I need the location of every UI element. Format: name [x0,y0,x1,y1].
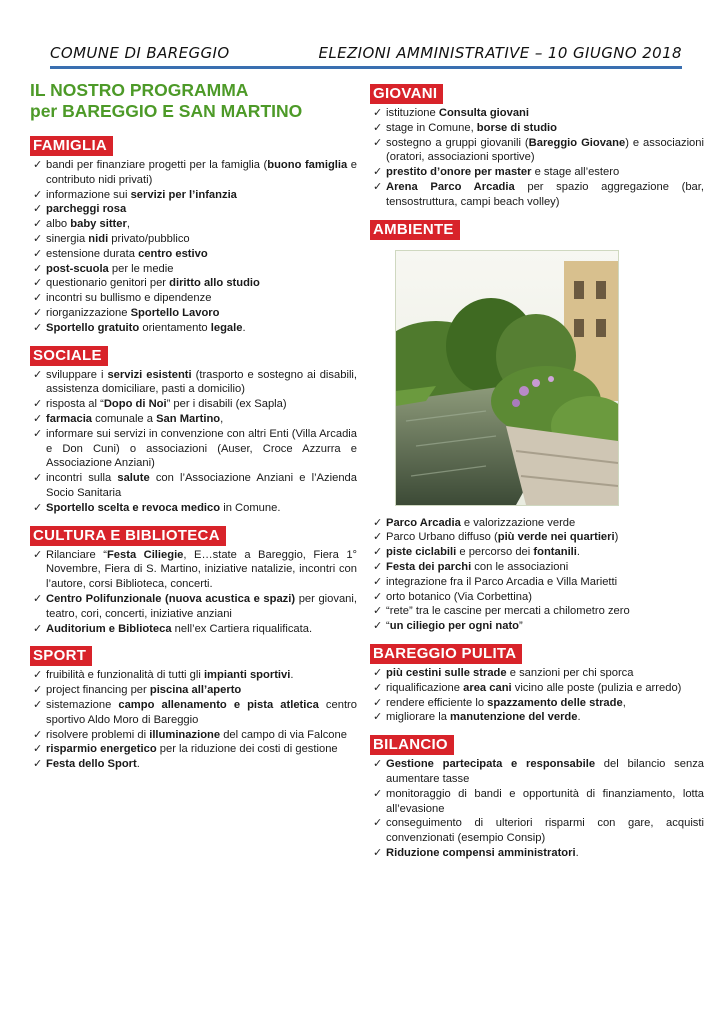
list-item [30,592,357,622]
item-text: stage in Comune, [386,121,477,134]
list-item [30,306,357,321]
list-item [30,728,357,743]
item-text: risolvere problemi di [46,728,150,741]
section-title-pulita: BAREGGIO PULITA [370,644,522,664]
page-header [50,42,682,70]
emphasis-text: prestito d’onore per master [386,166,532,179]
check-icon: ✓ [373,121,383,134]
item-text: riqualificazione [386,681,464,694]
check-icon: ✓ [33,669,43,682]
list-item [370,604,704,619]
item-text: . [242,321,246,334]
list-bilancio [370,757,704,861]
item-text: ” per i disabili (ex Sapla) [166,398,287,411]
item-text: risposta al “ [46,398,104,411]
item-text: questionario genitori per [46,277,170,290]
item-text: riorganizzazione [46,306,131,319]
list-item [30,742,357,757]
list-item [370,121,704,136]
item-text: comunale a [92,412,157,425]
item-text: informare sui servizi in convenzione con altri Enti (Villa Arcadia e Don Cuni) o associazioni (Auser, Croce Azzurra e Associazione Anziani) [46,427,357,470]
item-text: orto botanico (Via Corbettina) [386,590,532,603]
check-icon: ✓ [373,711,383,724]
item-text: per la riduzione dei costi di gestione [156,743,338,756]
list-item [30,397,357,412]
check-icon: ✓ [33,203,43,216]
list-item [370,619,704,634]
list-item [370,710,704,725]
check-icon: ✓ [33,743,43,756]
check-icon: ✓ [33,262,43,275]
section-title-sociale: SOCIALE [30,346,108,366]
item-text: e percorso dei [456,546,534,559]
emphasis-text: borse di studio [476,121,557,134]
section-cultura [30,522,357,637]
list-item [30,291,357,306]
item-text: monitoraggio di bandi e opportunità di finanziamento, lotta all’evasione [386,787,704,815]
header-municipality: COMUNE DI BAREGGIO [50,44,230,62]
check-icon: ✓ [373,180,383,193]
item-text: del bilancio senza aumentare tasse [386,758,705,785]
item-text: con le associazioni [471,560,569,573]
item-text: fruibilità e funzionalità di tutti gli [46,669,204,682]
emphasis-text: post-scuola [46,262,109,275]
emphasis-text: Auditorium e Biblioteca [46,622,172,635]
check-icon: ✓ [33,188,43,201]
emphasis-text: illuminazione [149,728,221,741]
item-text: project financing per [46,684,150,697]
check-icon: ✓ [373,817,383,830]
emphasis-text: buono famiglia [267,159,348,171]
item-text: . [577,711,581,724]
section-title-bilancio: BILANCIO [370,735,454,755]
list-item [30,668,357,683]
item-text: Parco Urbano diffuso ( [386,531,498,544]
item-text: con l’Associazione Anziani e l’Azienda Socio Sanitaria [46,472,357,499]
list-item [30,471,357,501]
check-icon: ✓ [373,590,383,603]
list-item [30,158,357,188]
list-item [30,232,357,247]
section-title-sport: SPORT [30,646,92,666]
emphasis-text: Riduzione compensi amministratori [386,846,576,859]
emphasis-text: servizi per l’infanzia [130,188,237,201]
list-item [30,188,357,203]
emphasis-text: farmacia [46,412,93,425]
emphasis-text: Dopo di Noi [103,398,167,411]
header-rule [50,66,682,69]
item-text: per giovani, teatro, cori, concerti, iniziative anziani [46,592,358,620]
list-item [30,427,357,471]
item-text: vicino alle poste (pulizia e arredo) [511,681,682,694]
item-text: albo [46,218,71,231]
right-column [370,80,704,867]
item-text: , [126,218,130,231]
check-icon: ✓ [33,247,43,260]
check-icon: ✓ [33,398,43,411]
check-icon: ✓ [373,696,383,709]
list-sport [30,668,357,772]
section-title-cultura: CULTURA E BIBLIOTECA [30,526,226,546]
item-text: . [290,669,294,682]
emphasis-text: diritto allo studio [169,277,260,290]
list-item [370,666,704,681]
item-text: per le medie [108,262,174,275]
item-text: privato/pubblico [108,232,190,245]
list-item [370,106,704,121]
item-text: integrazione fra il Parco Arcadia e Villa Marietti [386,575,618,588]
emphasis-text: Sportello Lavoro [130,306,220,319]
program-title [30,80,357,122]
emphasis-text: Bareggio Giovane [528,136,626,149]
check-icon: ✓ [373,531,383,544]
list-item [370,846,704,861]
check-icon: ✓ [373,575,383,588]
list-cultura [30,548,357,637]
item-text: sistemazione [46,698,119,711]
check-icon: ✓ [373,787,383,800]
check-icon: ✓ [373,846,383,859]
check-icon: ✓ [373,666,383,679]
list-item [370,590,704,605]
emphasis-text: baby sitter [70,218,127,231]
item-text: incontri sulla [46,472,118,485]
check-icon: ✓ [33,159,43,171]
item-text: (trasporto e sostegno ai disabili, assistenza domiciliare, pasti a domicilio) [46,368,358,396]
item-text: Rilanciare “ [46,548,107,561]
emphasis-text: servizi esistenti [107,368,192,381]
item-text: . [576,546,580,559]
emphasis-text: Arena Parco Arcadia [386,180,515,193]
list-item [370,575,704,590]
emphasis-text: Gestione partecipata e responsabile [386,758,596,771]
item-text: “ [386,620,390,633]
section-sociale [30,342,357,516]
check-icon: ✓ [33,472,43,485]
emphasis-text: spazzamento delle strade [487,696,623,709]
item-text: migliorare la [386,711,451,724]
item-text: in Comune. [220,501,281,514]
emphasis-text: manutenzione del verde [450,711,578,724]
item-text: , [220,412,224,425]
list-item [370,165,704,180]
check-icon: ✓ [373,758,383,771]
check-icon: ✓ [373,560,383,573]
list-item [30,202,357,217]
check-icon: ✓ [33,427,43,440]
emphasis-text: Festa dei parchi [386,560,472,573]
section-pulita [370,640,704,725]
item-text: ) e associazioni (oratori, associazioni sportive) [386,136,704,164]
check-icon: ✓ [33,218,43,231]
list-giovani [370,106,704,210]
item-text: e sanzioni per chi sporca [506,666,634,679]
emphasis-text: Parco Arcadia [386,516,461,529]
emphasis-text: area cani [463,681,512,694]
check-icon: ✓ [373,166,383,179]
section-sport [30,642,357,772]
check-icon: ✓ [33,758,43,771]
emphasis-text: legale [210,321,243,334]
program-title-line2: per BAREGGIO E SAN MARTINO [30,101,303,121]
check-icon: ✓ [33,292,43,305]
list-item [30,321,357,336]
emphasis-text: piste ciclabili [386,546,457,559]
list-item [30,368,357,398]
item-text: e stage all’estero [531,166,620,179]
emphasis-text: impianti sportivi [203,669,291,682]
emphasis-text: nidi [88,232,109,245]
item-text: e contributo nidi privati) [46,159,357,186]
emphasis-text: Sportello gratuito [46,321,140,334]
check-icon: ✓ [33,277,43,290]
list-item [30,501,357,516]
item-text: ” [519,620,523,633]
check-icon: ✓ [373,620,383,633]
list-item [370,681,704,696]
check-icon: ✓ [33,321,43,334]
emphasis-text: piscina all’aperto [149,684,242,697]
item-text: estensione durata [46,247,139,260]
emphasis-text: risparmio energetico [46,743,157,756]
item-text: sostegno a gruppi giovanili ( [386,136,529,149]
check-icon: ✓ [373,681,383,694]
list-item [370,560,704,575]
check-icon: ✓ [373,107,383,119]
check-icon: ✓ [33,412,43,425]
check-icon: ✓ [33,232,43,245]
list-pulita [370,666,704,725]
list-item [370,816,704,846]
list-item [370,545,704,560]
program-title-line1: IL NOSTRO PROGRAMMA [30,80,249,100]
check-icon: ✓ [33,501,43,514]
list-item [30,698,357,728]
check-icon: ✓ [33,548,43,561]
section-bilancio [370,731,704,861]
emphasis-text: fontanili [533,546,577,559]
item-text: sviluppare i [46,368,108,381]
section-ambiente [370,216,704,634]
check-icon: ✓ [33,368,43,381]
emphasis-text: Festa dello Sport [46,758,137,771]
list-item [370,757,704,787]
list-item [30,548,357,592]
item-text: informazione sui [46,188,131,201]
check-icon: ✓ [33,592,43,605]
check-icon: ✓ [33,684,43,697]
header-election: ELEZIONI AMMINISTRATIVE – 10 GIUGNO 2018 [318,44,682,62]
emphasis-text: Sportello scelta e revoca medico [46,501,221,514]
list-item [30,622,357,637]
list-item [370,180,704,210]
list-item [30,247,357,262]
item-text: sinergia [46,232,89,245]
item-text: per spazio aggregazione (bar, tensostruttura, campi beach volley) [386,180,704,208]
list-ambiente [370,516,704,634]
check-icon: ✓ [373,605,383,618]
list-item [30,276,357,291]
item-text: conseguimento di ulteriori risparmi con gare, acquisti convenzionati (esempio Consip) [386,817,704,845]
check-icon: ✓ [373,136,383,149]
check-icon: ✓ [33,698,43,711]
check-icon: ✓ [373,516,383,529]
item-text: , E…state a Bareggio, Fiera 1° Novembre, Fiera di S. Martino, iniziative natalizie, incontri con l’autore, corsi Biblioteca, concerti. [46,548,358,591]
check-icon: ✓ [373,546,383,559]
emphasis-text: Festa Ciliegie [106,548,184,561]
item-text: nell’ex Cartiera riqualificata. [171,622,313,635]
emphasis-text: più verde nei quartieri [497,531,615,544]
section-title-famiglia: FAMIGLIA [30,136,113,156]
item-text: ) [614,531,619,544]
item-text: rendere efficiente lo [386,696,488,709]
item-text: . [136,758,140,771]
list-item [30,683,357,698]
list-item [30,262,357,277]
list-item [370,516,704,531]
emphasis-text: Consulta giovani [438,107,529,119]
item-text: . [575,846,579,859]
list-item [370,136,704,166]
list-famiglia [30,158,357,336]
emphasis-text: San Martino [156,412,221,425]
check-icon: ✓ [33,306,43,319]
list-sociale [30,368,357,516]
check-icon: ✓ [33,728,43,741]
list-item [370,696,704,711]
emphasis-text: campo allenamento e pista atletica [118,698,319,711]
emphasis-text: salute [117,472,150,485]
item-text: , [622,696,626,709]
emphasis-text: un ciliegio per ogni nato [389,620,520,633]
section-giovani [370,80,704,210]
item-text: bandi per finanziare progetti per la famiglia ( [46,159,268,171]
emphasis-text: centro estivo [138,247,208,260]
list-item [30,757,357,772]
list-item [370,787,704,817]
check-icon: ✓ [33,622,43,635]
item-text: orientamento [139,321,211,334]
section-title-giovani: GIOVANI [370,84,443,104]
item-text: del campo di via Falcone [220,728,347,741]
item-text: centro sportivo Aldo Moro di Bareggio [46,698,357,726]
section-title-ambiente: AMBIENTE [370,220,460,240]
emphasis-text: Centro Polifunzionale (nuova acustica e spazi) [46,592,296,605]
canal-park-photo [395,250,619,506]
list-item [370,530,704,545]
item-text: e valorizzazione verde [460,516,576,529]
item-text: incontri su bullismo e dipendenze [46,292,212,305]
list-item [30,412,357,427]
left-column [30,80,357,778]
list-item [30,217,357,232]
emphasis-text: parcheggi rosa [46,203,127,216]
section-famiglia [30,132,357,336]
emphasis-text: più cestini sulle strade [386,666,507,679]
item-text: istituzione [386,107,439,119]
item-text: “rete” tra le cascine per mercati a chilometro zero [386,605,630,618]
